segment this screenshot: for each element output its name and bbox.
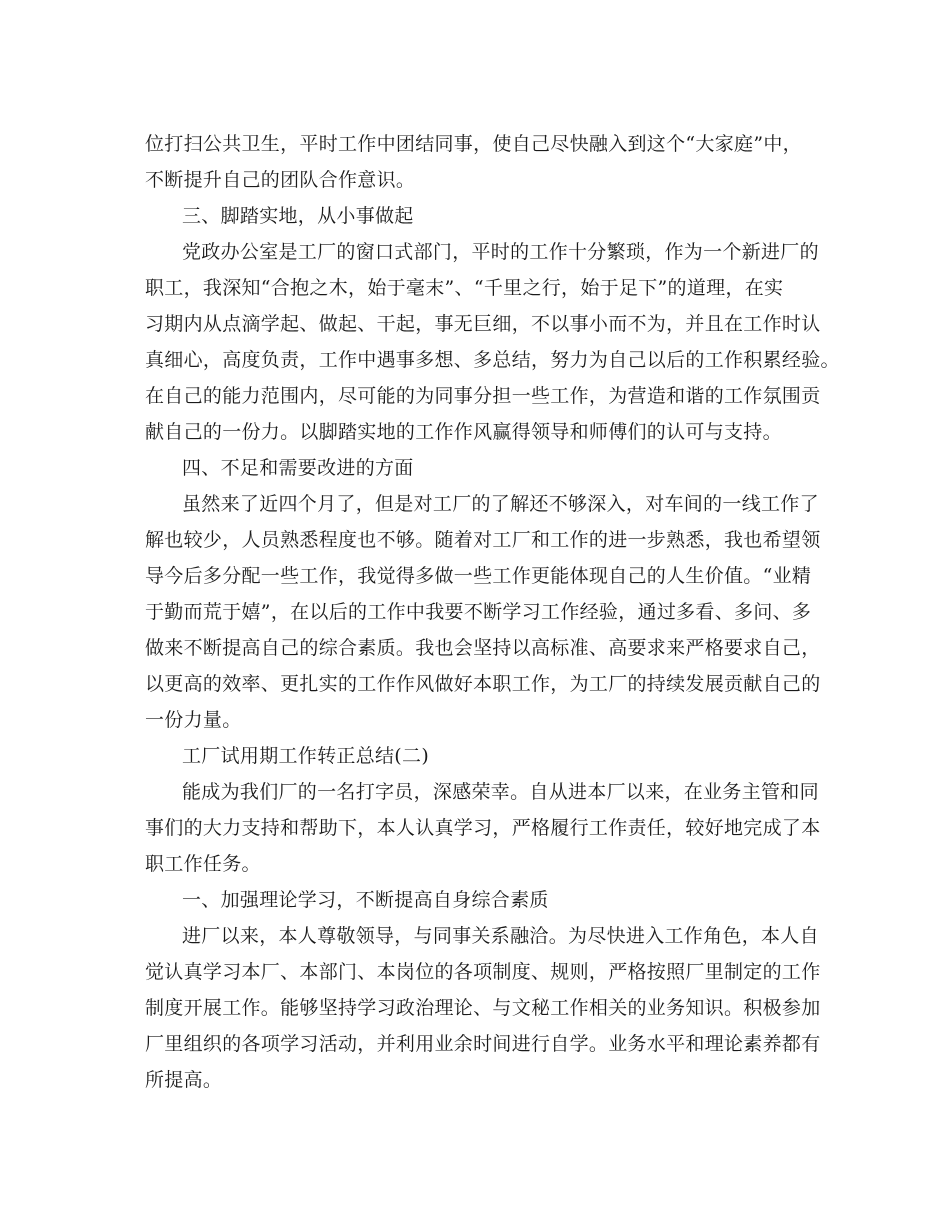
text-line: 习期内从点滴学起、做起、干起，事无巨细，不以事小而不为，并且在工作时认 (145, 313, 821, 335)
text-line: 不断提升自己的团队合作意识。 (145, 169, 416, 191)
text-line: 一份力量。 (145, 709, 242, 731)
text-line: 解也较少，人员熟悉程度也不够。随着对工厂和工作的进一步熟悉，我也希望领 (145, 529, 821, 551)
section-heading: 三、脚踏实地，从小事做起 (182, 205, 414, 227)
text-line: 于勤而荒于嬉”，在以后的工作中我要不断学习工作经验，通过多看、多问、多 (145, 601, 812, 623)
text-line: 真细心，高度负责，工作中遇事多想、多总结，努力为自己以后的工作积累经验。 (145, 349, 840, 371)
text-line: 觉认真学习本厂、本部门、本岗位的各项制度、规则，严格按照厂里制定的工作 (145, 961, 821, 983)
text-line: 所提高。 (145, 1069, 223, 1091)
text-line: 职工，我深知“合抱之木，始于毫末”、“千里之行，始于足下”的道理，在实 (145, 277, 784, 299)
text-line: 导今后多分配一些工作，我觉得多做一些工作更能体现自己的人生价值。“业精 (145, 565, 812, 587)
section-heading: 一、加强理论学习，不断提高自身综合素质 (182, 889, 549, 911)
text-line: 制度开展工作。能够坚持学习政治理论、与文秘工作相关的业务知识。积极参加 (145, 997, 821, 1019)
text-line: 献自己的一份力。以脚踏实地的工作作风赢得领导和师傅们的认可与支持。 (145, 421, 782, 443)
text-line: 位打扫公共卫生，平时工作中团结同事，使自己尽快融入到这个“大家庭”中， (145, 133, 802, 155)
text-line: 能成为我们厂的一名打字员，深感荣幸。自从进本厂以来，在业务主管和同 (182, 781, 819, 803)
text-line: 党政办公室是工厂的窗口式部门，平时的工作十分繁琐，作为一个新进厂的 (182, 241, 819, 263)
section-heading: 四、不足和需要改进的方面 (182, 457, 414, 479)
text-line: 职工作任务。 (145, 853, 261, 875)
text-line: 虽然来了近四个月了，但是对工厂的了解还不够深入，对车间的一线工作了 (182, 493, 819, 515)
text-line: 厂里组织的各项学习活动，并利用业余时间进行自学。业务水平和理论素养都有 (145, 1033, 821, 1055)
text-line: 进厂以来，本人尊敬领导，与同事关系融洽。为尽快进入工作角色，本人自 (182, 925, 819, 947)
text-line: 事们的大力支持和帮助下，本人认真学习，严格履行工作责任，较好地完成了本 (145, 817, 821, 839)
text-line: 以更高的效率、更扎实的工作作风做好本职工作，为工厂的持续发展贡献自己的 (145, 673, 821, 695)
document-subtitle: 工厂试用期工作转正总结(二) (182, 745, 430, 767)
text-line: 做来不断提高自己的综合素质。我也会坚持以高标准、高要求来严格要求自己， (145, 637, 821, 659)
text-line: 在自己的能力范围内，尽可能的为同事分担一些工作，为营造和谐的工作氛围贡 (145, 385, 821, 407)
